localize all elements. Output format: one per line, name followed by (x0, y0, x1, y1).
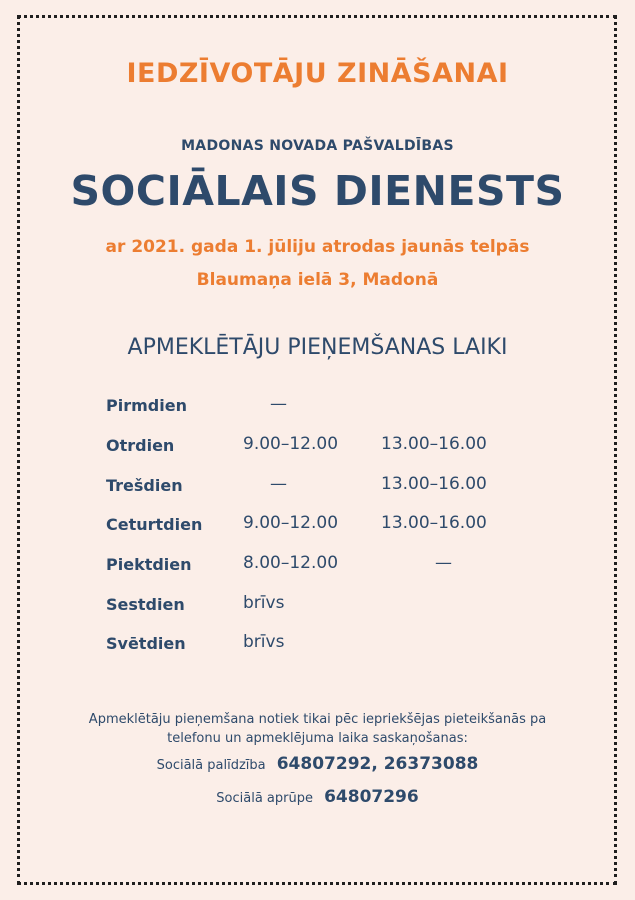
day-label: Trešdien (106, 476, 183, 495)
morning-hours: 8.00–12.00 (243, 553, 339, 573)
morning-hours: — (270, 394, 287, 414)
afternoon-hours: 13.00–16.00 (381, 513, 487, 533)
organization-subtitle: MADONAS NOVADA PAŠVALDĪBAS (181, 138, 454, 154)
morning-hours: brīvs (243, 593, 285, 613)
morning-hours: 9.00–12.00 (243, 434, 339, 454)
contact-social-assistance (0, 754, 635, 774)
day-label: Otrdien (106, 436, 175, 455)
afternoon-hours: 13.00–16.00 (381, 434, 487, 454)
day-label: Sestdien (106, 595, 185, 614)
appointment-note-line2: telefonu un apmeklējuma laika saskaņošanas: (167, 731, 468, 746)
contact-label: Sociālā palīdzība (156, 758, 266, 773)
day-label: Ceturtdien (106, 515, 203, 534)
relocation-date-line: ar 2021. gada 1. jūliju atrodas jaunās telpās (105, 237, 530, 257)
morning-hours: 9.00–12.00 (243, 513, 339, 533)
notice-heading: IEDZĪVOTĀJU ZINĀŠANAI (126, 58, 509, 89)
reception-hours-heading: APMEKLĒTĀJU PIEŅEMŠANAS LAIKI (127, 335, 508, 360)
afternoon-hours: — (435, 553, 452, 573)
appointment-note-line1: Apmeklētāju pieņemšana notiek tikai pēc iepriekšējas pieteikšanās pa (88, 712, 547, 727)
page-title: SOCIĀLAIS DIENESTS (70, 167, 565, 215)
new-address-line: Blaumaņa ielā 3, Madonā (196, 270, 439, 290)
contact-social-care (0, 787, 635, 807)
contact-phone[interactable]: 64807296 (324, 787, 419, 807)
contact-label: Sociālā aprūpe (216, 791, 313, 806)
afternoon-hours: 13.00–16.00 (381, 474, 487, 494)
day-label: Svētdien (106, 634, 186, 653)
morning-hours: — (270, 474, 287, 494)
day-label: Pirmdien (106, 396, 187, 415)
morning-hours: brīvs (243, 632, 285, 652)
contact-phone[interactable]: 64807292, 26373088 (276, 754, 479, 774)
day-label: Piektdien (106, 555, 192, 574)
